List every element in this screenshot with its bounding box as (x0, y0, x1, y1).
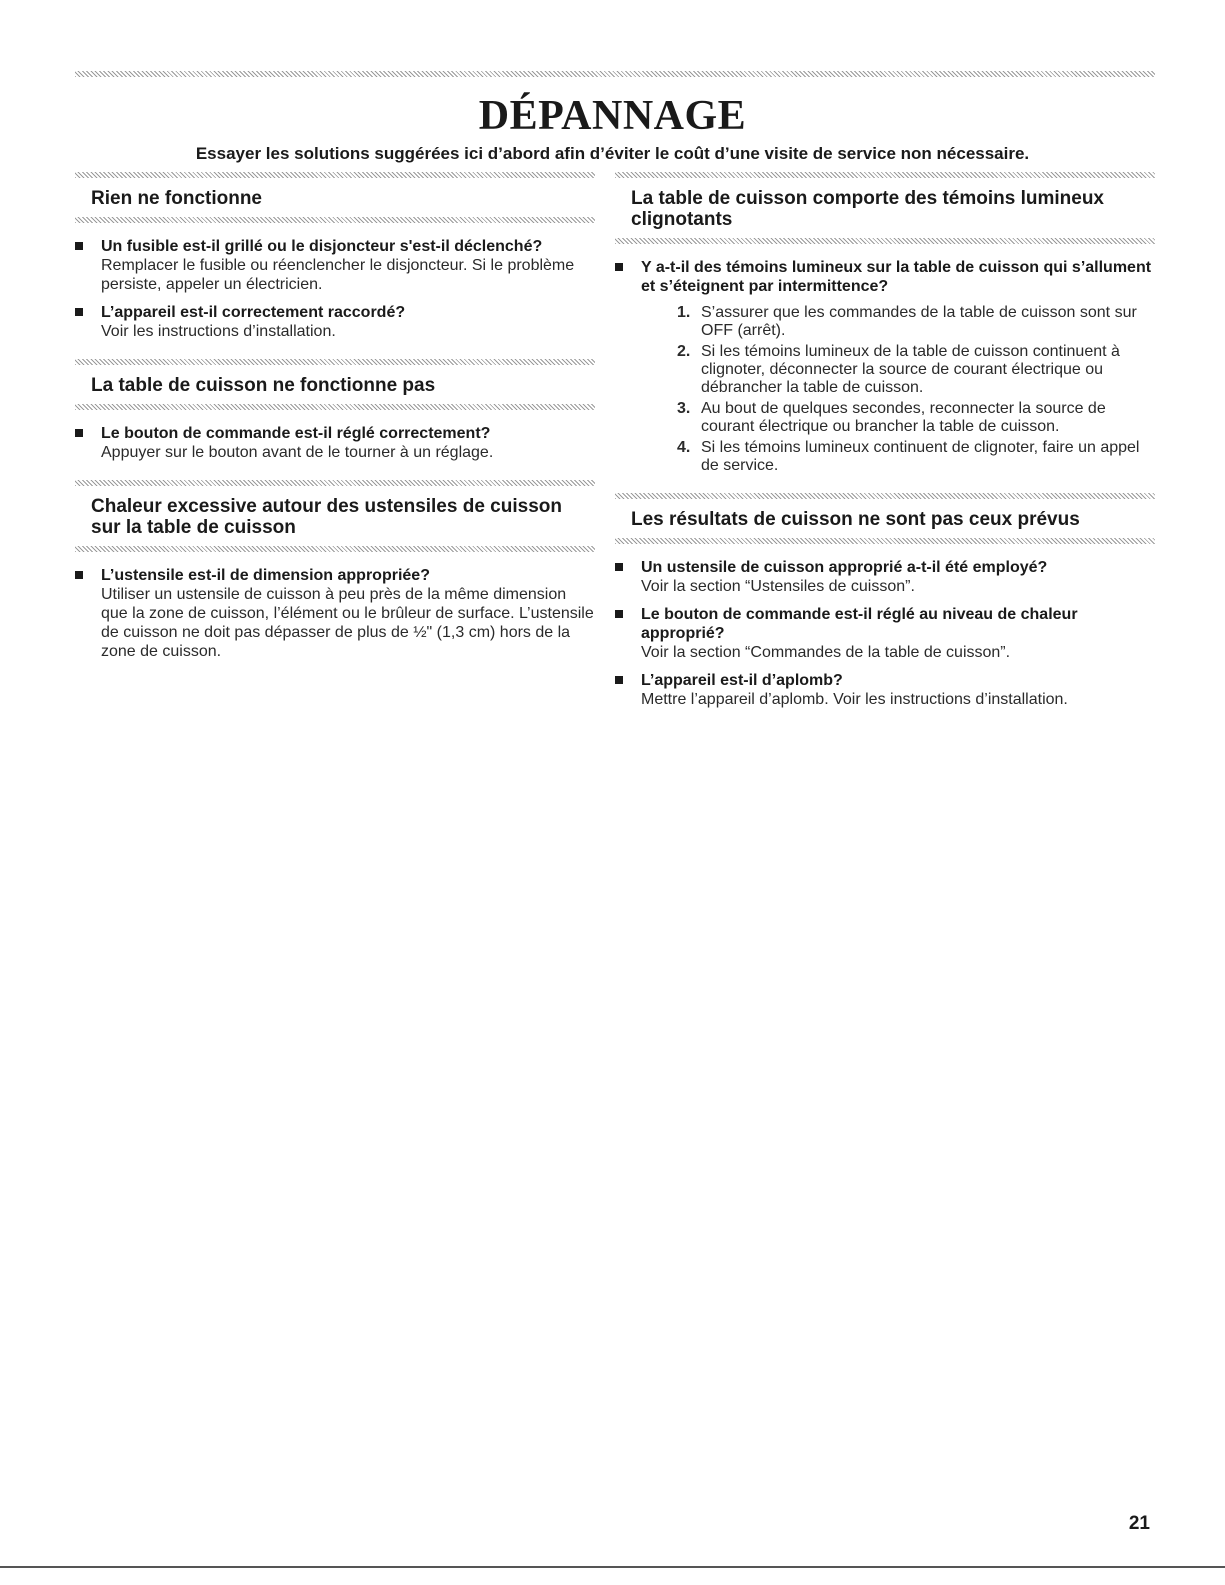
step-text: Si les témoins lumineux continuent de clignoter, faire un appel de service. (701, 439, 1140, 474)
square-bullet-icon (75, 571, 83, 579)
item-answer: Utiliser un ustensile de cuisson à peu près de la même dimension que la zone de cuisson, l’élément ou le brûleur de surface. L’ustensile de cuisson ne doit pas dépasser de plus de ½" (1,3 cm) hors de la zone de cuisson. (101, 586, 594, 660)
section-rule-bottom (75, 404, 595, 410)
list-item (615, 258, 1155, 475)
item-question: L’ustensile est-il de dimension appropriée? (101, 567, 430, 584)
item-answer: Voir les instructions d’installation. (101, 323, 336, 340)
section-rule-bottom (615, 538, 1155, 544)
item-answer: Voir la section “Commandes de la table de cuisson”. (641, 644, 1011, 661)
section-chaleur-excessive (75, 480, 595, 661)
square-bullet-icon (75, 242, 83, 250)
section-heading: La table de cuisson ne fonctionne pas (91, 375, 436, 396)
section-heading: Chaleur excessive autour des ustensiles de cuisson sur la table de cuisson (91, 496, 562, 538)
left-column (75, 172, 595, 679)
section-rule-bottom (75, 546, 595, 552)
square-bullet-icon (615, 676, 623, 684)
item-question: L’appareil est-il d’aplomb? (641, 672, 843, 689)
section-table-ne-fonctionne-pas (75, 359, 595, 462)
square-bullet-icon (75, 308, 83, 316)
list-item (75, 303, 595, 341)
item-question: Un ustensile de cuisson approprié a-t-il été employé? (641, 559, 1048, 576)
item-answer: Mettre l’appareil d’aplomb. Voir les instructions d’installation. (641, 691, 1068, 708)
square-bullet-icon (75, 429, 83, 437)
list-item (615, 605, 1155, 662)
list-item (75, 424, 595, 462)
item-question: Un fusible est-il grillé ou le disjoncteur s'est-il déclenché? (101, 238, 543, 255)
numbered-steps (641, 304, 1155, 475)
step-item (641, 343, 1155, 397)
item-question: Le bouton de commande est-il réglé au niveau de chaleur approprié? (641, 606, 1078, 642)
item-question: Le bouton de commande est-il réglé correctement? (101, 425, 491, 442)
bottom-rule (0, 1566, 1225, 1568)
square-bullet-icon (615, 263, 623, 271)
section-resultats-non-prevus (615, 493, 1155, 709)
item-question: Y a-t-il des témoins lumineux sur la table de cuisson qui s’allument et s’éteignent par intermittence? (641, 259, 1152, 295)
section-heading: Rien ne fonctionne (91, 188, 262, 209)
step-number: 4. (677, 439, 691, 456)
step-text: S’assurer que les commandes de la table de cuisson sont sur OFF (arrêt). (701, 304, 1137, 339)
step-text: Si les témoins lumineux de la table de cuisson continuent à clignoter, déconnecter la source de courant électrique ou débrancher la table de cuisson. (701, 343, 1120, 396)
section-rule-bottom (75, 217, 595, 223)
square-bullet-icon (615, 610, 623, 618)
troubleshooting-list (615, 558, 1155, 709)
section-rien-ne-fonctionne (75, 172, 595, 341)
step-text: Au bout de quelques secondes, reconnecter la source de courant électrique ou brancher la table de cuisson. (701, 400, 1106, 435)
item-question: L’appareil est-il correctement raccordé? (101, 304, 406, 321)
item-answer: Remplacer le fusible ou réenclencher le disjoncteur. Si le problème persiste, appeler un électricien. (101, 257, 575, 293)
top-hatched-rule (75, 71, 1155, 77)
list-item (75, 237, 595, 294)
troubleshooting-list (615, 258, 1155, 475)
list-item (75, 566, 595, 661)
list-item (615, 558, 1155, 596)
step-item (641, 400, 1155, 436)
page-number: 21 (1128, 1513, 1150, 1534)
step-number: 1. (677, 304, 691, 321)
square-bullet-icon (615, 563, 623, 571)
section-temoins-clignotants (615, 172, 1155, 475)
section-rule-bottom (615, 238, 1155, 244)
troubleshooting-list (75, 566, 595, 661)
right-column (615, 172, 1155, 727)
step-number: 2. (677, 343, 691, 360)
troubleshooting-list (75, 237, 595, 341)
section-heading: Les résultats de cuisson ne sont pas ceux prévus (631, 509, 1080, 530)
list-item (615, 671, 1155, 709)
item-answer: Voir la section “Ustensiles de cuisson”. (641, 578, 915, 595)
page-title: DÉPANNAGE (478, 93, 747, 139)
step-item (641, 304, 1155, 340)
item-answer: Appuyer sur le bouton avant de le tourner à un réglage. (101, 444, 494, 461)
step-item (641, 439, 1155, 475)
section-heading: La table de cuisson comporte des témoins lumineux clignotants (631, 188, 1104, 230)
troubleshooting-list (75, 424, 595, 462)
page-subtitle: Essayer les solutions suggérées ici d’abord afin d’éviter le coût d’une visite de service non nécessaire. (195, 144, 1030, 163)
step-number: 3. (677, 400, 691, 417)
